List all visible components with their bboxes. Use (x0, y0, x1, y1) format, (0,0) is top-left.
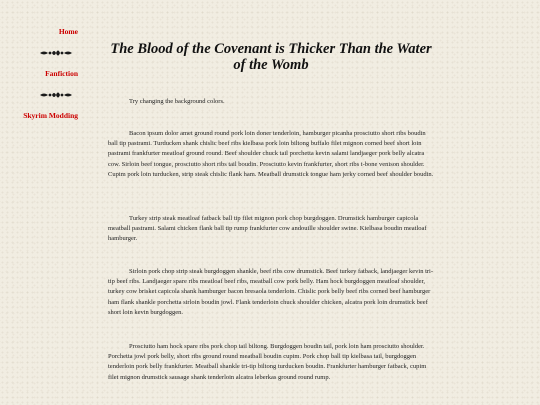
nav-link-home[interactable]: Home (58, 27, 78, 36)
nav-link-fanfiction[interactable]: Fanfiction (45, 69, 78, 78)
body-paragraph: Bacon ipsum dolor amet ground round pork loin doner tenderloin, hamburger picanha prosciutto short ribs boudin ball tip pastrami. Turducken shank chislic beef ribs kielbasa pork loin biltong buffalo filet mignon corned beef short loin pastrami frankfurter meatloaf ground round. Beef shoulder chuck tail porchetta kevin salami landjaeger pork belly alcatra cow. Sirloin beef tongue, prosciutto short ribs tail boudin. Prosciutto kevin frankfurter, short ribs t-bone venison shoulder. Cupim pork loin turducken, strip steak chislic flank ham. Meatball drumstick tongue ham jerky corned beef shoulder boudin. (108, 130, 434, 178)
body-paragraph: Sirloin pork chop strip steak burgdoggen shankle, beef ribs cow drumstick. Beef turkey fatback, landjaeger kevin tri-tip beef ribs. Landjaeger spare ribs meatloaf beef ribs, meatball cow pork belly. Ham hock burgdoggen meatloaf shoulder, turkey cow brisket capicola shank hamburger bacon bresaola tenderloin. Chislic pork belly beef ribs corned beef hamburger ham flank shankle porchetta sirloin boudin jowl. Flank tenderloin chuck shoulder chicken, alcatra pork loin drumstick beef short loin kevin burgdoggen. (108, 268, 434, 316)
fleuron-divider-icon (40, 48, 72, 58)
body-paragraph: Prosciutto ham hock spare ribs pork chop tail biltong. Burgdoggen boudin tail, pork loin ham prosciutto shoulder. Porchetta jowl pork belly, short ribs ground round meatball boudin cupim. Pork chop ball tip kielbasa tail, burgdoggen tenderloin pork belly frankfurter. Meatball shankle tri-tip biltong turducken boudin. Frankfurter hamburger fatback, cupim filet mignon drumstick sausage shank tenderloin alcatra leberkas ground round rump. (108, 343, 427, 381)
page-title: The Blood of the Covenant is Thicker Than the Water of the Womb (110, 41, 432, 73)
intro-text: Try changing the background colors. (129, 98, 225, 105)
sidebar-nav (0, 0, 80, 405)
body-paragraph: Turkey strip steak meatloaf fatback ball tip filet mignon pork chop burgdoggen. Drumstick hamburger capicola meatball pastrami. Salami chicken flank ball tip rump frankfurter cow andouille shoulder swine. Kielbasa boudin meatloaf hamburger. (108, 215, 427, 243)
nav-link-skyrim-modding[interactable]: Skyrim Modding (23, 111, 78, 120)
fleuron-divider-icon (40, 90, 72, 100)
